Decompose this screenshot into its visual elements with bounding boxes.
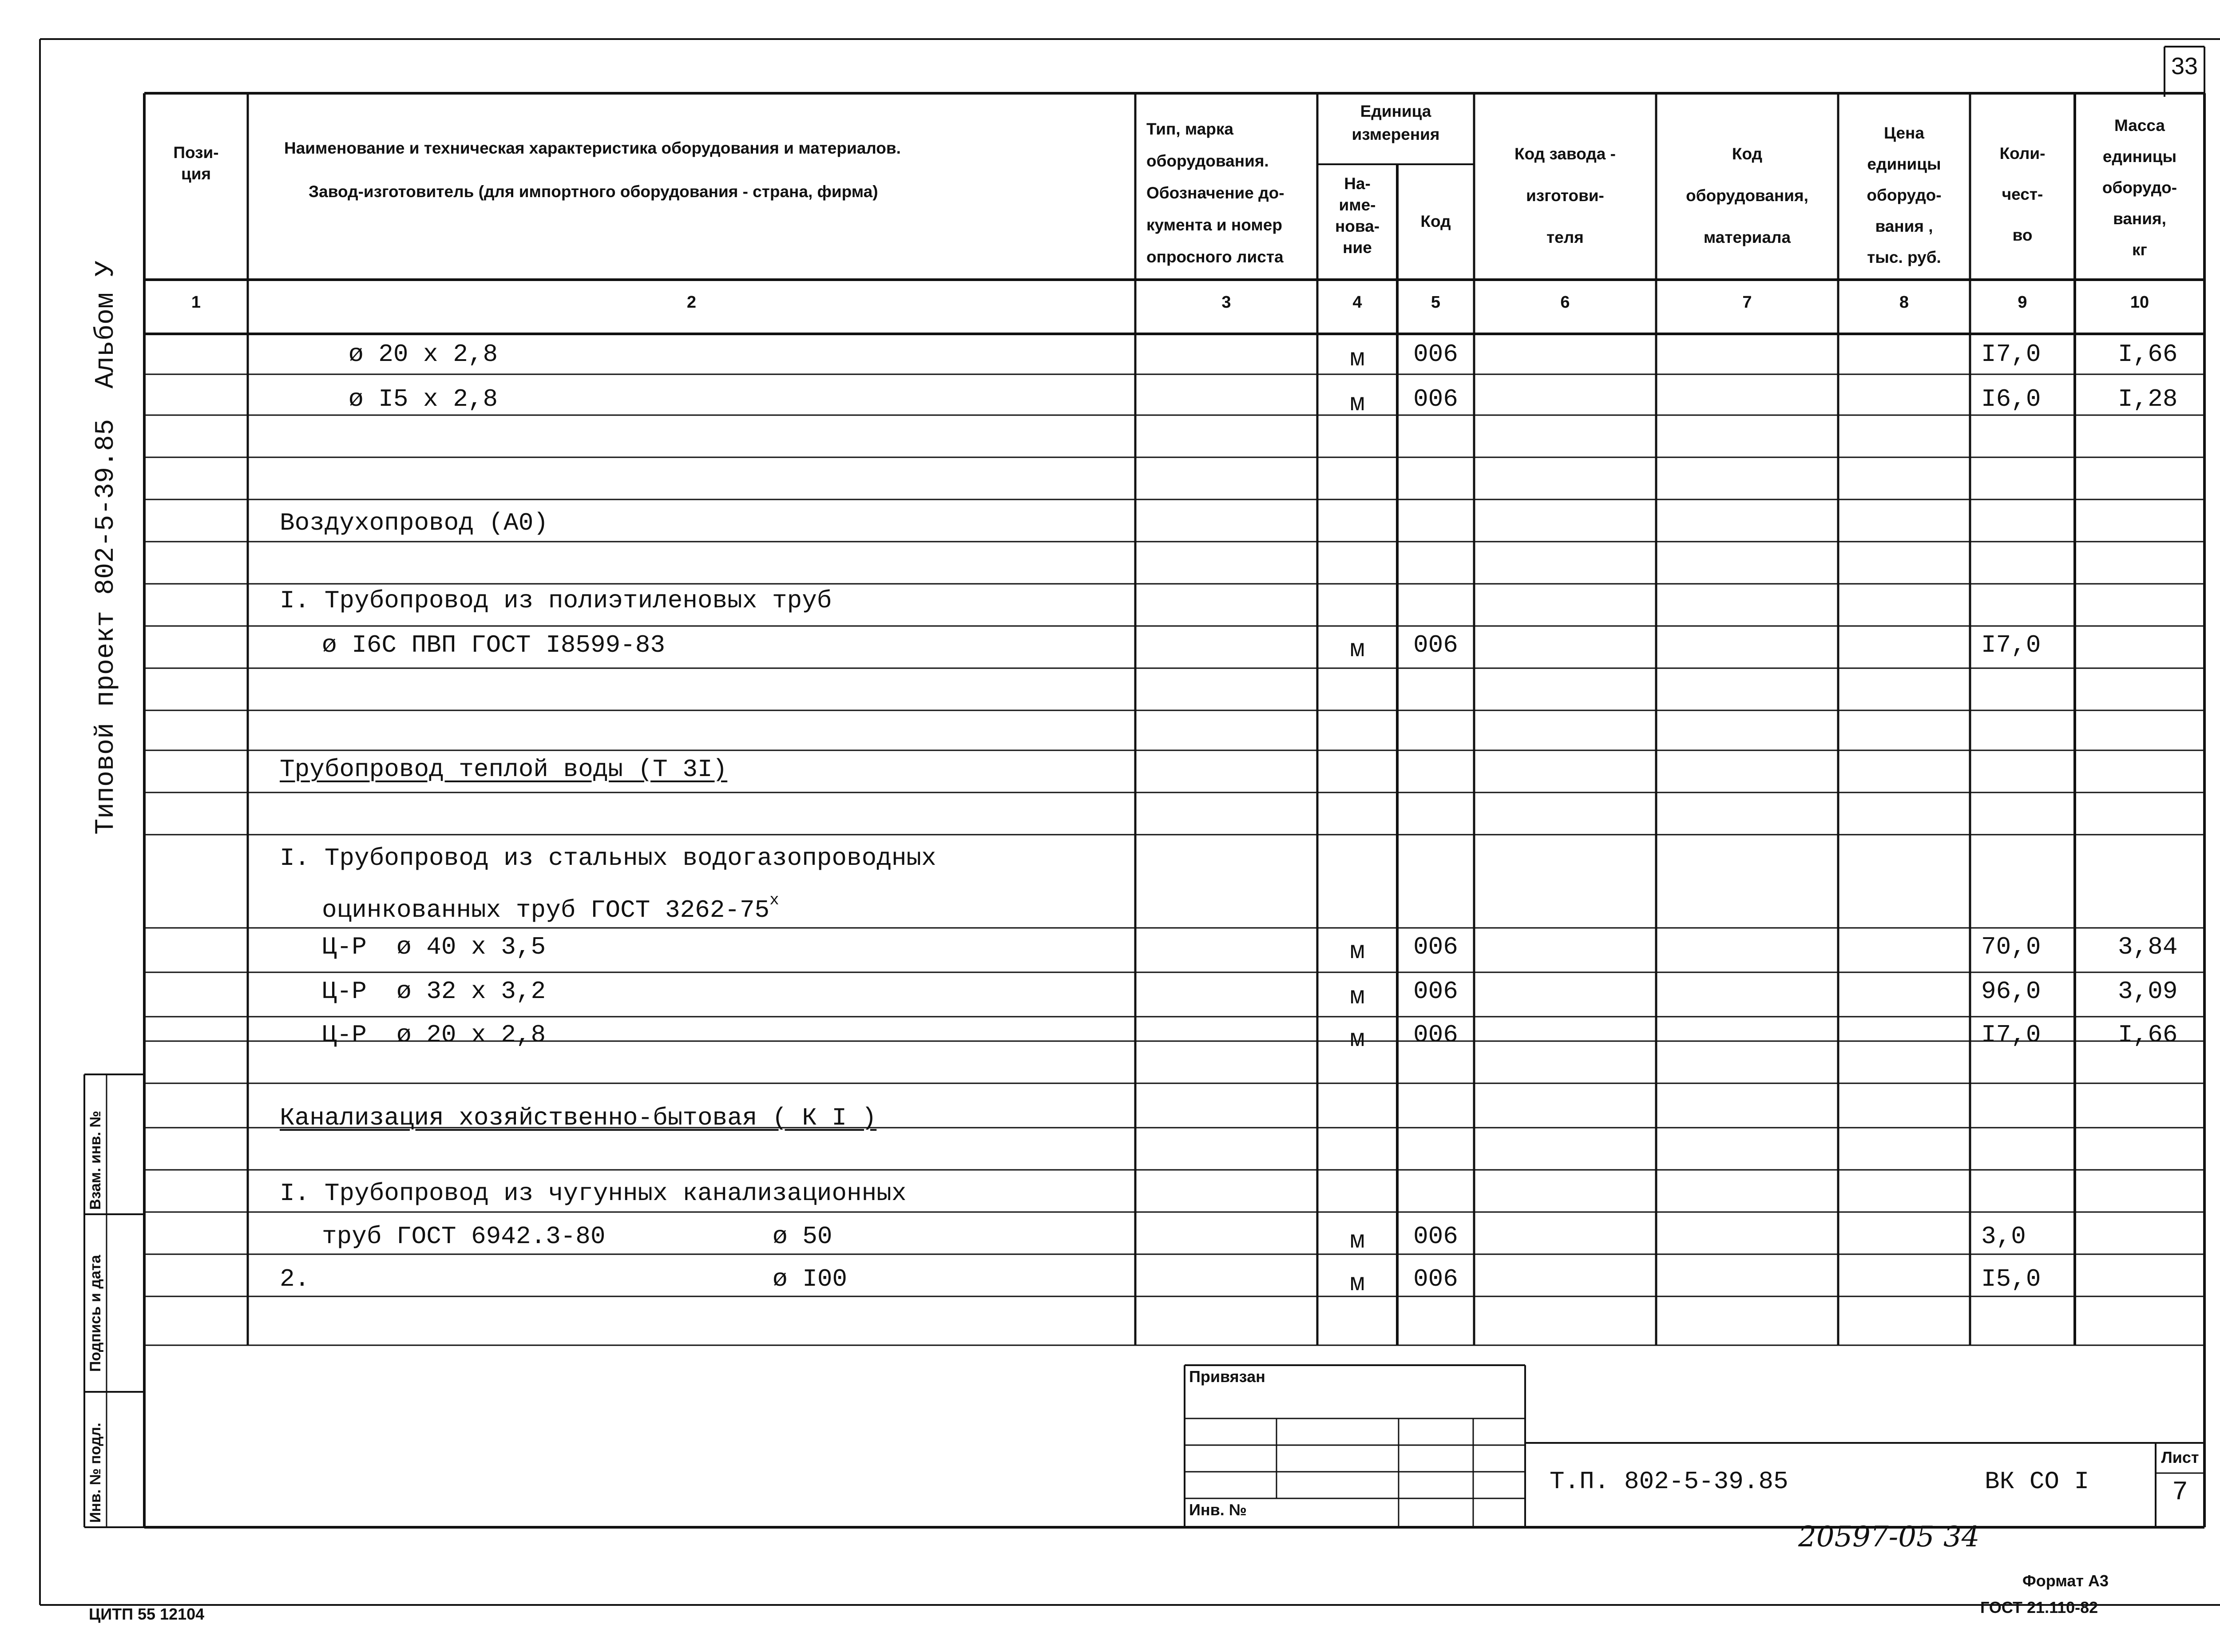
citp-label: ЦИТП 55 12104 <box>89 1605 205 1623</box>
header-unit <box>1317 100 1474 146</box>
row-quantity: I7,0 <box>1981 340 2041 368</box>
doc-code: Т.П. 802-5-39.85 <box>1550 1467 1788 1496</box>
header-text: Тип, марка <box>1146 120 1234 138</box>
col-number: 1 <box>191 293 201 312</box>
handwritten-number: 20597-05 34 <box>1798 1521 1980 1553</box>
stamp-podpis-data: Подпись и дата <box>87 1255 104 1372</box>
row-text: 2. <box>280 1265 310 1293</box>
inv-no-label: Инв. № <box>1189 1501 1247 1519</box>
header-text: нова- <box>1335 217 1380 235</box>
col-number: 4 <box>1352 293 1362 312</box>
header-position <box>144 138 248 189</box>
header-text: Коли- <box>1999 144 2046 162</box>
row-text-sup: x <box>769 891 779 909</box>
header-quantity <box>1970 133 2075 256</box>
row-section: Трубопровод теплой воды (Т 3I) <box>280 755 728 784</box>
row-text: ø I6C ПВП ГОСТ I8599-83 <box>322 631 665 659</box>
header-text: Пози- <box>173 143 219 162</box>
row-quantity: I5,0 <box>1981 1265 2041 1293</box>
row-text: Ц-Р ø 40 x 3,5 <box>322 933 546 961</box>
row-quantity: I7,0 <box>1981 631 2041 659</box>
header-text: единицы <box>1867 155 1941 173</box>
row-quantity: I6,0 <box>1981 385 2041 413</box>
list-value: 7 <box>2172 1478 2188 1508</box>
row-text-diameter: ø 50 <box>773 1222 832 1251</box>
header-text: оборудо- <box>2102 178 2177 197</box>
row-mass: I,66 <box>2118 1021 2178 1049</box>
header-text: ция <box>181 165 211 183</box>
header-text: материала <box>1703 228 1791 246</box>
header-unit-code: Код <box>1420 212 1451 230</box>
page-number: 33 <box>2171 53 2198 79</box>
row-unit: м <box>1350 1025 1365 1054</box>
header-equipment-code <box>1656 133 1838 258</box>
row-code: 006 <box>1413 1021 1458 1049</box>
row-code: 006 <box>1413 1222 1458 1251</box>
row-unit: м <box>1350 937 1365 966</box>
header-text: На- <box>1344 174 1371 193</box>
row-text: ø I5 x 2,8 <box>349 385 498 413</box>
col-number: 9 <box>2018 293 2027 312</box>
row-code: 006 <box>1413 340 1458 368</box>
side-project-label: Типовой проект 802-5-39.85 <box>91 419 121 835</box>
header-type <box>1137 113 1327 273</box>
header-unit-name <box>1317 173 1397 258</box>
col-number: 7 <box>1742 293 1752 312</box>
row-text-diameter: ø I00 <box>773 1265 848 1293</box>
header-text: кг <box>2132 241 2147 259</box>
row-text: Ц-Р ø 20 x 2,8 <box>322 1021 546 1049</box>
col-number: 10 <box>2130 293 2149 312</box>
row-mass: 3,84 <box>2118 933 2178 961</box>
stamp-vzam-inv: Взам. инв. № <box>87 1110 104 1210</box>
header-text: вания, <box>2113 210 2166 228</box>
row-code: 006 <box>1413 977 1458 1006</box>
header-text: оборудования. <box>1146 152 1269 170</box>
header-mass <box>2075 110 2204 265</box>
privyazan-label: Привязан <box>1189 1367 1265 1386</box>
header-text: изготови- <box>1526 186 1604 205</box>
row-unit: м <box>1350 635 1365 664</box>
header-text: Код <box>1732 145 1763 163</box>
header-maker-code <box>1474 133 1656 258</box>
header-text: тыс. руб. <box>1867 248 1941 266</box>
row-section: Воздухопровод (А0) <box>280 509 548 537</box>
format-label: Формат А3 <box>2022 1572 2109 1590</box>
col-number: 2 <box>686 293 697 312</box>
header-price <box>1838 118 1970 273</box>
row-quantity: 96,0 <box>1981 977 2041 1006</box>
col-number: 8 <box>1899 293 1909 312</box>
row-code: 006 <box>1413 631 1458 659</box>
header-text: оборудо- <box>1867 186 1942 204</box>
header-text: Обозначение до- <box>1146 184 1284 202</box>
row-text: труб ГОСТ 6942.3-80 <box>322 1222 606 1251</box>
row-unit: м <box>1350 982 1365 1011</box>
row-text: I. Трубопровод из чугунных канализационных <box>280 1179 907 1208</box>
row-text <box>322 886 779 925</box>
header-text: измерения <box>1352 125 1440 143</box>
header-text: Код завода - <box>1514 145 1616 163</box>
row-code: 006 <box>1413 933 1458 961</box>
header-text: Завод-изготовитель (для импортного оборудования - страна, фирма) <box>309 182 878 201</box>
header-text: единицы <box>2102 147 2177 166</box>
row-mass: I,66 <box>2118 340 2178 368</box>
row-text: I. Трубопровод из полиэтиленовых труб <box>280 586 832 615</box>
row-quantity: I7,0 <box>1981 1021 2041 1049</box>
gost-label: ГОСТ 21.110-82 <box>1980 1598 2098 1616</box>
row-unit: м <box>1350 1227 1365 1255</box>
col-number: 5 <box>1431 293 1441 312</box>
row-section: Канализация хозяйственно-бытовая ( К I ) <box>280 1104 877 1132</box>
side-album-label: Альбом У <box>91 260 121 388</box>
header-text: вания , <box>1875 217 1933 235</box>
row-unit: м <box>1350 389 1365 418</box>
header-text: чест- <box>2002 185 2043 203</box>
header-text: ние <box>1343 238 1372 257</box>
row-text-main: оцинкованных труб ГОСТ 3262-75 <box>322 896 770 924</box>
row-quantity: 70,0 <box>1981 933 2041 961</box>
header-text: оборудования, <box>1686 186 1808 205</box>
row-text: Ц-Р ø 32 x 3,2 <box>322 977 546 1006</box>
header-text: Наименование и техническая характеристика оборудования и материалов. <box>284 139 901 157</box>
row-unit: м <box>1350 345 1365 373</box>
header-text: во <box>2012 226 2033 244</box>
row-text: ø 20 x 2,8 <box>349 340 498 368</box>
row-mass: I,28 <box>2118 385 2178 413</box>
header-name <box>284 133 901 207</box>
header-text: опросного листа <box>1146 248 1284 266</box>
header-text: Цена <box>1884 124 1924 142</box>
row-mass: 3,09 <box>2118 977 2178 1006</box>
header-text: Единица <box>1360 102 1431 120</box>
row-unit: м <box>1350 1269 1365 1298</box>
sheet-code: ВК СО I <box>1985 1467 2089 1496</box>
col-number: 3 <box>1221 293 1231 312</box>
row-quantity: 3,0 <box>1981 1222 2026 1251</box>
col-number: 6 <box>1560 293 1570 312</box>
header-text: теля <box>1546 228 1584 246</box>
header-text: име- <box>1339 196 1376 214</box>
row-text: I. Трубопровод из стальных водогазопроводных <box>280 844 936 872</box>
header-text: кумента и номер <box>1146 216 1282 234</box>
stamp-inv-podl: Инв. № подл. <box>87 1422 104 1523</box>
row-code: 006 <box>1413 1265 1458 1293</box>
row-code: 006 <box>1413 385 1458 413</box>
list-label: Лист <box>2161 1448 2199 1466</box>
header-text: Масса <box>2114 116 2165 135</box>
